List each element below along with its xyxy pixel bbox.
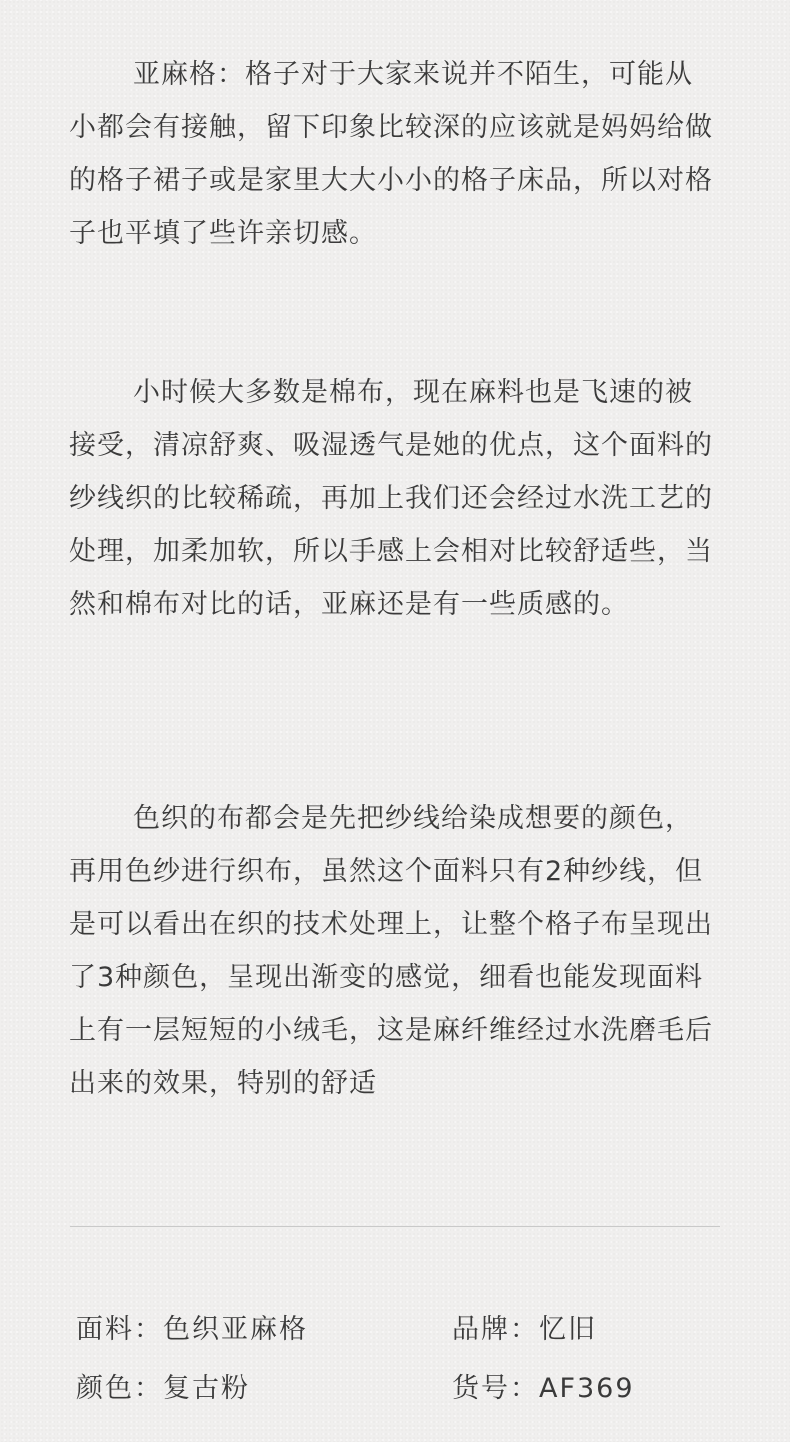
spec-color: 颜色：复古粉 <box>76 1373 250 1404</box>
section-divider <box>70 1226 720 1227</box>
spec-fabric: 面料：色织亚麻格 <box>76 1314 308 1345</box>
description-paragraph-3: 色织的布都会是先把纱线给染成想要的颜色，再用色纱进行织布，虽然这个面料只有2种纱线，但是可以看出在织的技术处理上，让整个格子布呈现出了3种颜色，呈现出渐变的感觉，细看也能发现面料上有一层短短的小绒毛，这是麻纤维经过水洗磨毛后出来的效果，特别的舒适 <box>69 803 713 1099</box>
description-paragraph-1: 亚麻格：格子对于大家来说并不陌生，可能从小都会有接触，留下印象比较深的应该就是妈妈给做的格子裙子或是家里大大小小的格子床品，所以对格子也平填了些许亲切感。 <box>69 59 713 249</box>
description-paragraph-2: 小时候大多数是棉布，现在麻料也是飞速的被接受，清凉舒爽、吸湿透气是她的优点，这个面料的纱线织的比较稀疏，再加上我们还会经过水洗工艺的处理，加柔加软，所以手感上会相对比较舒适些，当然和棉布对比的话，亚麻还是有一些质感的。 <box>69 377 713 620</box>
spec-sku: 货号：AF369 <box>452 1373 635 1404</box>
spec-brand: 品牌：忆旧 <box>452 1314 597 1345</box>
